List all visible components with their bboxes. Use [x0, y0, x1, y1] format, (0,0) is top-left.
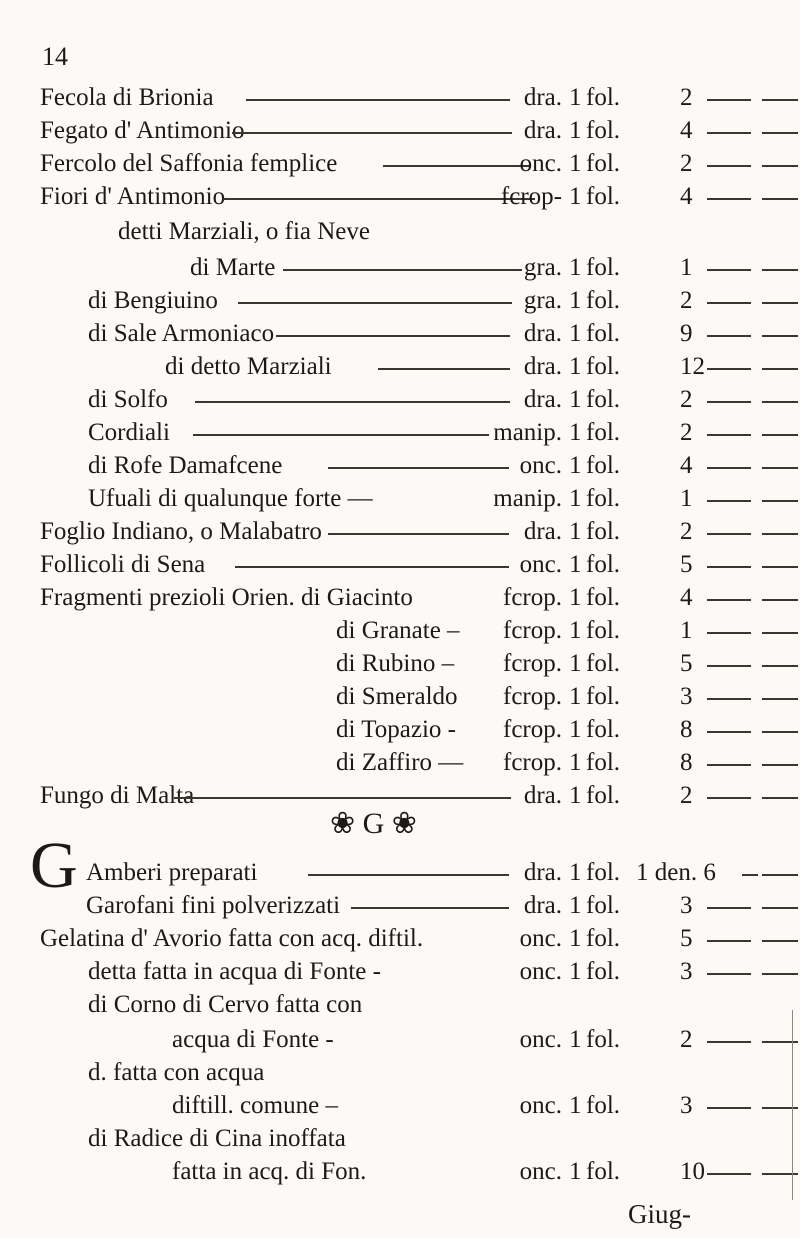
entry-price: 3 [680, 683, 693, 710]
entry-quantity: 1 [569, 782, 582, 809]
price-rule [707, 764, 751, 766]
leader-rule [174, 797, 511, 799]
entry-unit: dra. [523, 859, 562, 886]
leader-rule [328, 467, 509, 469]
entry-currency: fol. [586, 683, 621, 710]
entry-price: 3 [680, 892, 693, 919]
entry-currency: fol. [586, 584, 621, 611]
entry-quantity: 1 [569, 584, 582, 611]
entry-g-di-corno-di-cervo-fatta-con [0, 985, 800, 1025]
price-rule [707, 1173, 751, 1175]
entry-name: Fiori d' Antimonio [40, 183, 226, 210]
entry-name: Follicoli di Sena [40, 551, 206, 578]
leader-rule [238, 302, 512, 304]
price-rule [762, 132, 798, 134]
entry-unit: dra. [523, 84, 562, 111]
price-rule [707, 533, 751, 535]
entry-unit: dra. [523, 386, 562, 413]
entry-price: 1 [680, 485, 693, 512]
entry-price: 2 [680, 1026, 693, 1053]
price-rule [707, 500, 751, 502]
entry-unit: onc. [519, 1026, 562, 1053]
price-rule [762, 632, 798, 634]
entry-quantity: 1 [569, 419, 582, 446]
entry-quantity: 1 [569, 150, 582, 177]
entry-currency: fol. [586, 716, 621, 743]
entry-currency: fol. [586, 84, 621, 111]
price-rule [707, 368, 751, 370]
entry-price: 2 [680, 782, 693, 809]
entry-name: Ufuali di qualunque forte — [88, 485, 373, 512]
leader-rule [276, 335, 510, 337]
entry-currency: fol. [586, 650, 621, 677]
entry-quantity: 1 [569, 485, 582, 512]
entry-currency: fol. [586, 782, 621, 809]
entry-name: Fecola di Brionia [40, 84, 214, 111]
entry-unit: onc. [519, 150, 562, 177]
page-number: 14 [42, 42, 68, 71]
entry-price: 5 [680, 650, 693, 677]
entry-currency: fol. [586, 749, 621, 776]
price-rule [742, 874, 758, 876]
entry-price: 2 [680, 150, 693, 177]
entry-currency: fol. [586, 892, 621, 919]
entry-unit: gra. [523, 254, 562, 281]
entry-unit: onc. [519, 925, 562, 952]
entry-unit: fcrop. [503, 716, 562, 743]
entry-name: di Topazio - [336, 716, 456, 743]
entry-quantity: 1 [569, 353, 582, 380]
price-rule [707, 698, 751, 700]
price-rule [707, 335, 751, 337]
entry-price: 4 [680, 183, 693, 210]
entry-price: 12 [680, 353, 705, 380]
entry-unit: dra. [523, 892, 562, 919]
entry-unit: fcrop. [503, 683, 562, 710]
entry-quantity: 1 [569, 892, 582, 919]
entry-currency: fol. [586, 485, 621, 512]
entry-price: 9 [680, 320, 693, 347]
price-rule [762, 533, 798, 535]
entry-quantity: 1 [569, 117, 582, 144]
price-rule [707, 99, 751, 101]
entry-quantity: 1 [569, 749, 582, 776]
entry-price: 3 [680, 958, 693, 985]
entry-unit: manip. [493, 419, 562, 446]
price-rule [762, 940, 798, 942]
entry-currency: fol. [586, 1092, 621, 1119]
entry-unit: dra. [523, 320, 562, 347]
price-rule [707, 401, 751, 403]
entry-price: 1 [680, 617, 693, 644]
entry-name: Garofani fini polverizzati [86, 892, 341, 919]
entry-unit: fcrop. [503, 617, 562, 644]
entry-price: 2 [680, 287, 693, 314]
catchword: Giug- [628, 1199, 691, 1229]
entry-price: 8 [680, 749, 693, 776]
price-rule [762, 764, 798, 766]
entry-quantity: 1 [569, 958, 582, 985]
entry-quantity: 1 [569, 1026, 582, 1053]
entry-name: di Solfo [88, 386, 168, 413]
leader-rule [351, 907, 509, 909]
price-rule [707, 599, 751, 601]
entry-currency: fol. [586, 254, 621, 281]
entry-price: 1 [680, 254, 693, 281]
entry-currency: fol. [586, 1026, 621, 1053]
price-rule [762, 599, 798, 601]
price-rule [762, 731, 798, 733]
entry-price: 4 [680, 117, 693, 144]
price-rule [707, 467, 751, 469]
entry-price: 2 [680, 386, 693, 413]
price-rule [762, 874, 798, 876]
entry-quantity: 1 [569, 650, 582, 677]
leader-rule [283, 269, 522, 271]
entry-price: 8 [680, 716, 693, 743]
price-rule [762, 467, 798, 469]
leader-rule [195, 401, 510, 403]
entry-name: di Rubino – [336, 650, 455, 677]
entry-price: 2 [680, 419, 693, 446]
entry-currency: fol. [586, 551, 621, 578]
price-rule [707, 731, 751, 733]
entry-price: 2 [680, 84, 693, 111]
price-rule [707, 632, 751, 634]
entry-price: 3 [680, 1092, 693, 1119]
entry-quantity: 1 [569, 925, 582, 952]
entry-currency: fol. [586, 859, 621, 886]
entry-g-fatta-in-acq-di-fon [0, 1152, 800, 1192]
entry-unit: onc. [519, 452, 562, 479]
entry-currency: fol. [586, 386, 621, 413]
leader-rule [383, 165, 530, 167]
price-rule [707, 1107, 751, 1109]
entry-name: di Radice di Cina inoffata [88, 1125, 346, 1152]
price-rule [762, 797, 798, 799]
price-rule [762, 907, 798, 909]
entry-name: detti Marziali, o fia Neve [118, 218, 370, 245]
entry-unit: dra. [523, 117, 562, 144]
entry-currency: fol. [586, 1158, 621, 1185]
price-rule [762, 198, 798, 200]
price-rule [707, 797, 751, 799]
price-rule [707, 198, 751, 200]
leader-rule [378, 368, 510, 370]
price-rule [707, 132, 751, 134]
entry-unit: dra. [523, 518, 562, 545]
leader-rule [308, 874, 509, 876]
entry-currency: fol. [586, 419, 621, 446]
right-margin-rule [792, 1010, 793, 1200]
entry-name: Fercolo del Saffonia femplice [40, 150, 338, 177]
entry-quantity: 1 [569, 1158, 582, 1185]
entry-name: di Marte [190, 254, 276, 281]
entry-quantity: 1 [569, 683, 582, 710]
entry-currency: fol. [586, 617, 621, 644]
entry-unit: gra. [523, 287, 562, 314]
price-rule [762, 566, 798, 568]
entry-unit: dra. [523, 353, 562, 380]
entry-price: 10 [680, 1158, 705, 1185]
entry-unit: fcrop. [503, 749, 562, 776]
entry-unit: manip. [493, 485, 562, 512]
entry-currency: fol. [586, 958, 621, 985]
entry-quantity: 1 [569, 551, 582, 578]
entry-name: detta fatta in acqua di Fonte - [88, 958, 381, 985]
entry-price: 5 [680, 925, 693, 952]
entry-name: acqua di Fonte - [172, 1026, 334, 1053]
entry-unit: onc. [519, 1092, 562, 1119]
entry-unit: dra. [523, 782, 562, 809]
price-rule [707, 269, 751, 271]
entry-name: di detto Marziali [165, 353, 332, 380]
price-rule [707, 165, 751, 167]
entry-quantity: 1 [569, 859, 582, 886]
entry-unit: fcrop. [503, 650, 562, 677]
drop-cap: G [30, 829, 78, 902]
entry-name: di Zaffiro — [336, 749, 464, 776]
entry-name: d. fatta con acqua [88, 1059, 265, 1086]
leader-rule [235, 566, 509, 568]
entry-currency: fol. [586, 452, 621, 479]
leader-rule [223, 198, 535, 200]
leader-rule [328, 533, 509, 535]
price-rule [762, 434, 798, 436]
price-rule [762, 368, 798, 370]
entry-name: Fungo di Malta [40, 782, 195, 809]
entry-quantity: 1 [569, 386, 582, 413]
price-rule [707, 973, 751, 975]
leader-rule [246, 99, 510, 101]
entry-unit: onc. [519, 551, 562, 578]
entry-price: 5 [680, 551, 693, 578]
entry-name: di Bengiuino [88, 287, 218, 314]
entry-price: 4 [680, 584, 693, 611]
entry-name: Gelatina d' Avorio fatta con acq. diftil. [40, 925, 424, 952]
entry-quantity: 1 [569, 254, 582, 281]
entry-quantity: 1 [569, 84, 582, 111]
price-rule [707, 434, 751, 436]
entry-name: Fegato d' Antimonio [40, 117, 245, 144]
entry-quantity: 1 [569, 716, 582, 743]
price-rule [762, 165, 798, 167]
price-rule [707, 1041, 751, 1043]
price-rule [762, 665, 798, 667]
entry-currency: fol. [586, 925, 621, 952]
price-rule [762, 698, 798, 700]
entry-price: 1 den. 6 [636, 859, 716, 886]
price-rule [707, 907, 751, 909]
price-rule [707, 302, 751, 304]
section-ornament: ❀ G ❀ [330, 807, 417, 840]
entry-quantity: 1 [569, 452, 582, 479]
entry-unit: onc. [519, 958, 562, 985]
entry-name: di Smeraldo [336, 683, 458, 710]
entry-price: 2 [680, 518, 693, 545]
entry-quantity: 1 [569, 320, 582, 347]
entry-unit: fcrop- [500, 183, 562, 210]
entry-name: di Rofe Damafcene [88, 452, 283, 479]
entry-name: Foglio Indiano, o Malabatro [40, 518, 322, 545]
entry-quantity: 1 [569, 617, 582, 644]
entry-name: Amberi preparati [86, 859, 258, 886]
entry-currency: fol. [586, 320, 621, 347]
leader-rule [232, 132, 512, 134]
entry-quantity: 1 [569, 1092, 582, 1119]
price-rule [707, 566, 751, 568]
entry-f-detti-marziali-o-fia-neve [0, 212, 800, 252]
price-rule [762, 302, 798, 304]
price-rule [762, 500, 798, 502]
entry-quantity: 1 [569, 183, 582, 210]
entry-quantity: 1 [569, 518, 582, 545]
entry-currency: fol. [586, 117, 621, 144]
price-rule [762, 973, 798, 975]
entry-currency: fol. [586, 150, 621, 177]
price-rule [707, 665, 751, 667]
leader-rule [193, 434, 489, 436]
entry-name: di Granate – [336, 617, 460, 644]
entry-quantity: 1 [569, 287, 582, 314]
entry-currency: fol. [586, 183, 621, 210]
entry-currency: fol. [586, 287, 621, 314]
entry-name: Cordiali [88, 419, 170, 446]
entry-name: diftill. comune – [172, 1092, 338, 1119]
entry-unit: fcrop. [503, 584, 562, 611]
price-rule [762, 269, 798, 271]
entry-unit: onc. [519, 1158, 562, 1185]
price-rule [707, 940, 751, 942]
price-rule [762, 335, 798, 337]
entry-price: 4 [680, 452, 693, 479]
entry-name: di Corno di Cervo fatta con [88, 991, 363, 1018]
entry-name: fatta in acq. di Fon. [172, 1158, 367, 1185]
entry-name: di Sale Armoniaco [88, 320, 275, 347]
entry-name: Fragmenti prezioli Orien. di Giacinto [40, 584, 413, 611]
entry-currency: fol. [586, 518, 621, 545]
price-rule [762, 401, 798, 403]
price-rule [762, 99, 798, 101]
entry-f-fiori-d-antimonio [0, 177, 800, 217]
entry-currency: fol. [586, 353, 621, 380]
